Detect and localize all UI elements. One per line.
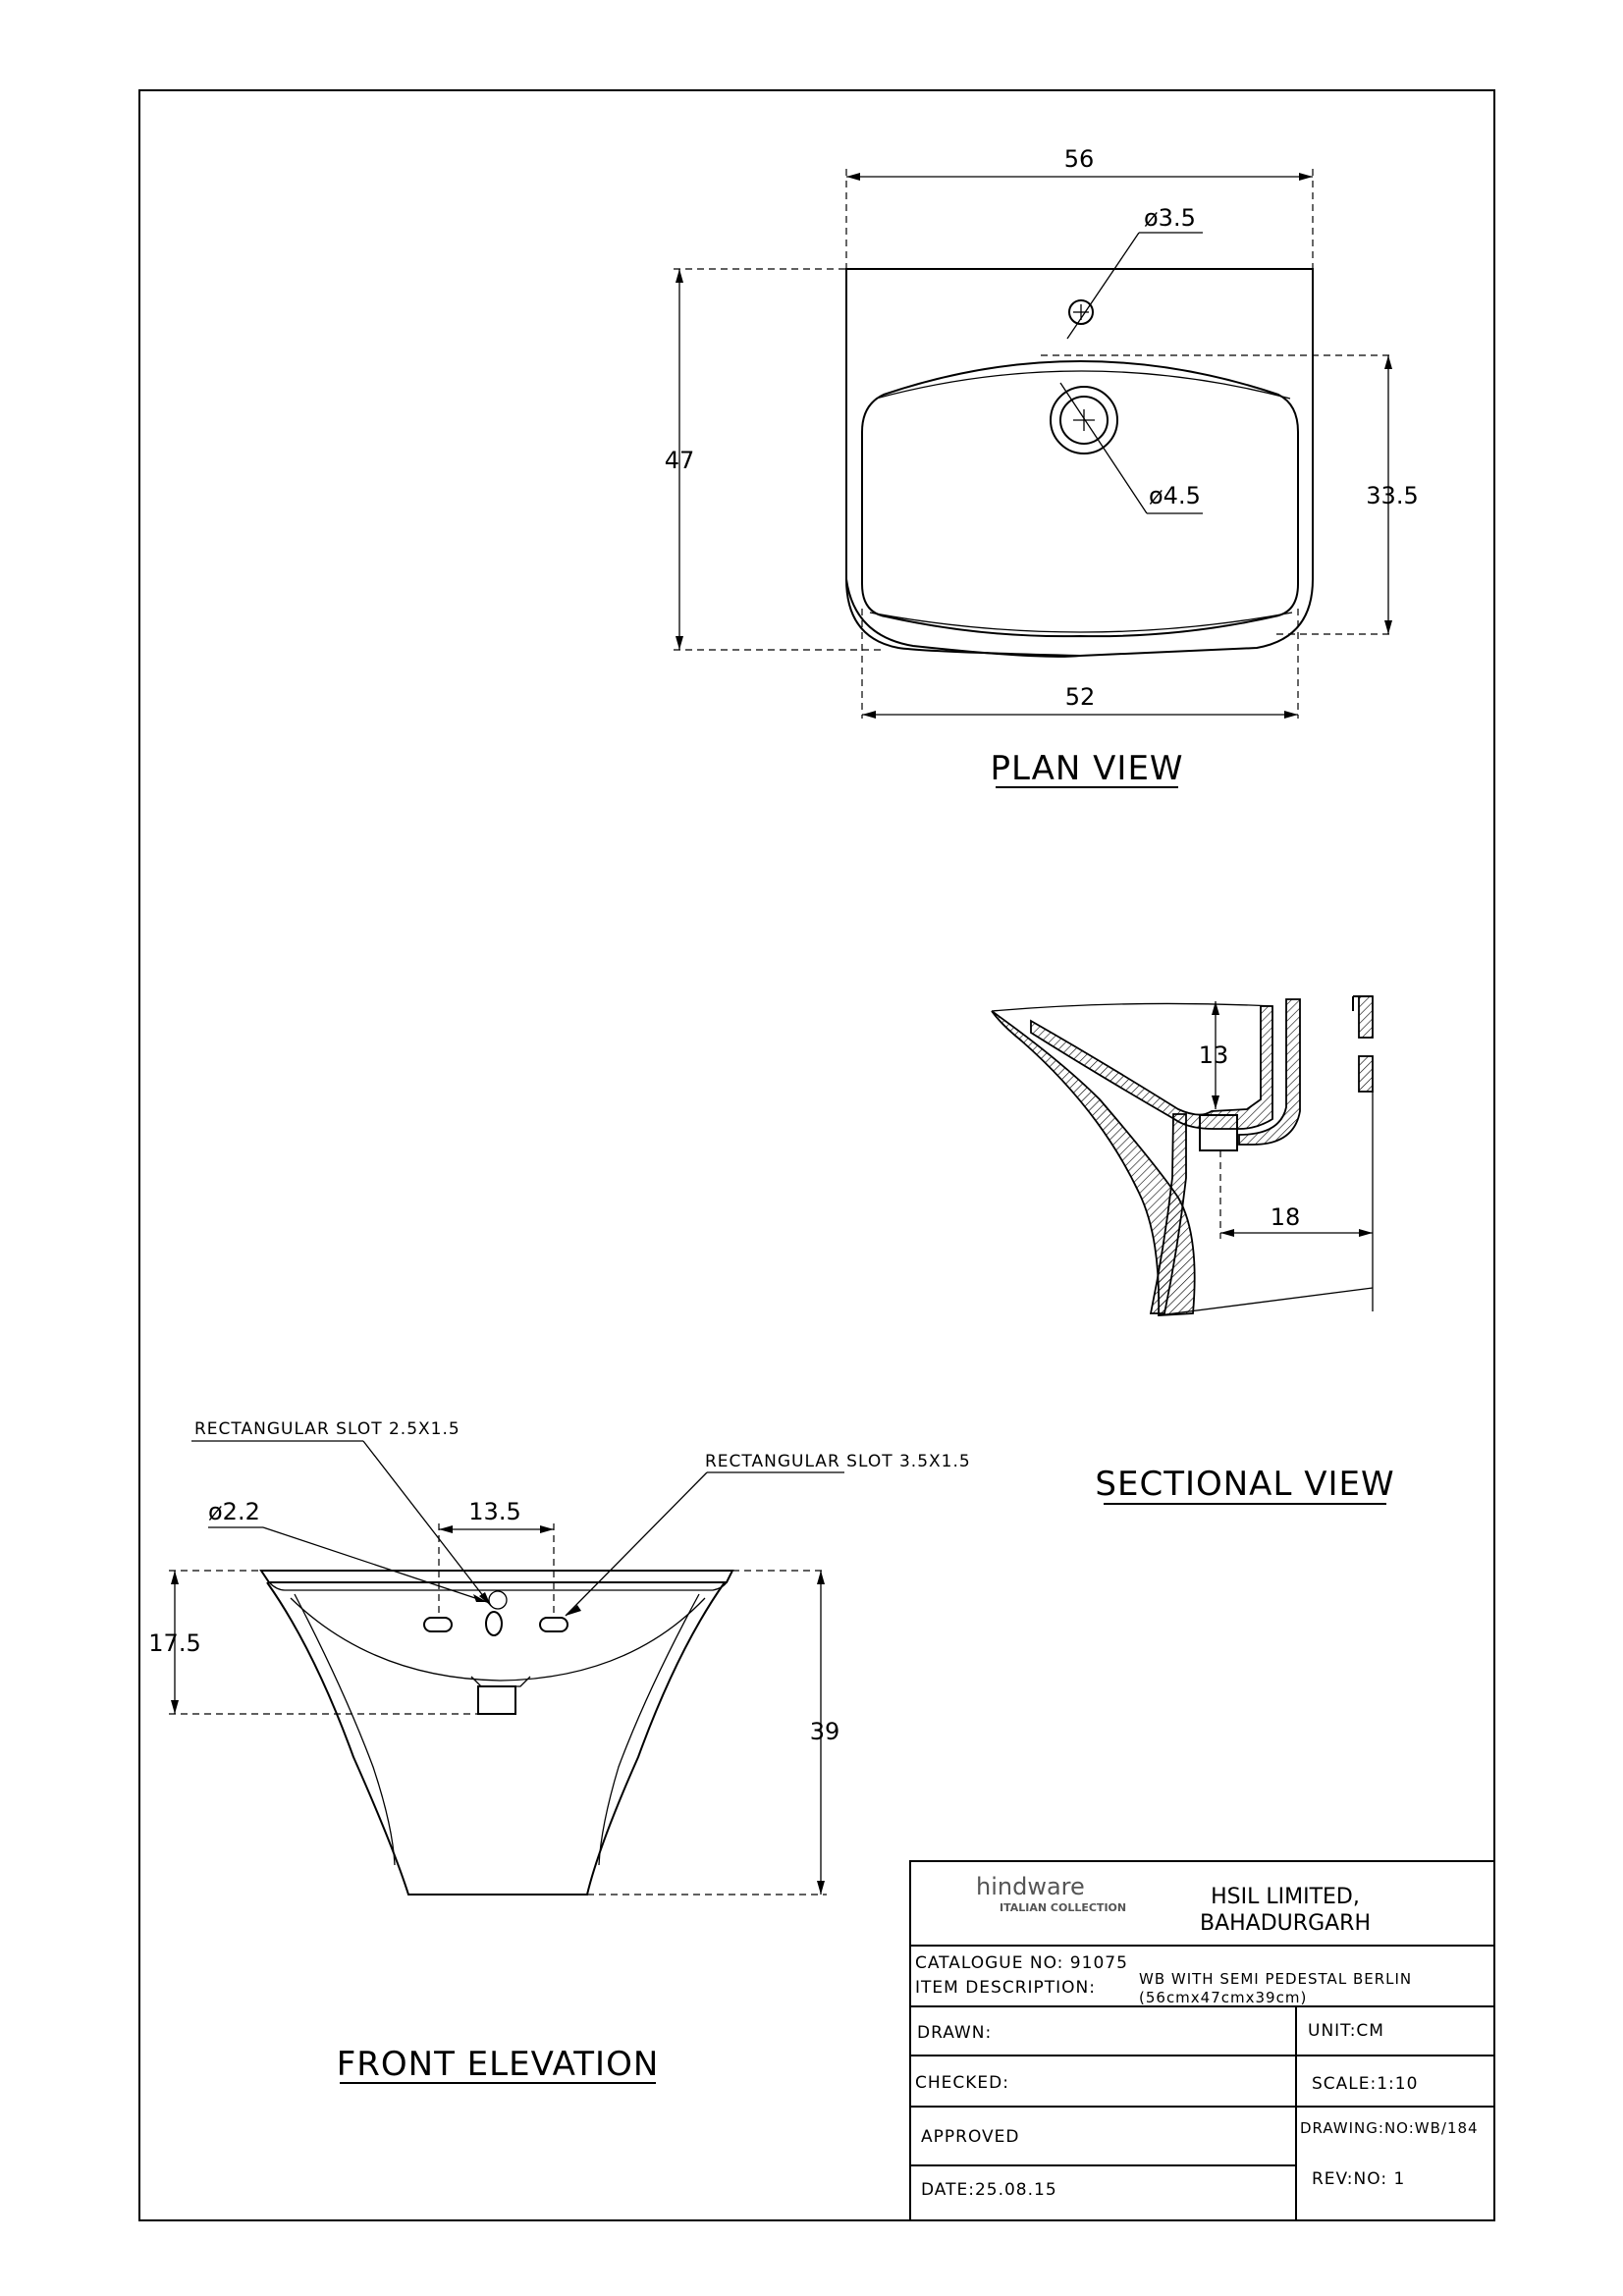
item-description-line1: WB WITH SEMI PEDESTAL BERLIN xyxy=(1139,1970,1413,1988)
dim-hole: ø2.2 xyxy=(208,1498,260,1525)
item-description-label: ITEM DESCRIPTION: xyxy=(915,1978,1097,1998)
front-bowl-curve xyxy=(291,1598,705,1681)
catalogue-number: CATALOGUE NO: 91075 xyxy=(915,1953,1128,1973)
dim-depth: 47 xyxy=(664,447,695,474)
dim-front-bowl-height: 17.5 xyxy=(148,1629,201,1657)
hole-center xyxy=(486,1612,502,1635)
logo-brand: hindware xyxy=(976,1873,1085,1900)
scale-field: SCALE:1:10 xyxy=(1312,2074,1419,2094)
drawn-field: DRAWN: xyxy=(917,2023,993,2043)
front-elevation xyxy=(148,1419,970,2084)
dim-waste-hole: ø4.5 xyxy=(1149,482,1201,509)
dim-front-total-height: 39 xyxy=(809,1718,840,1745)
logo-subtitle: ITALIAN COLLECTION xyxy=(1000,1901,1127,1914)
slot-right xyxy=(540,1618,568,1631)
date-field: DATE:25.08.15 xyxy=(921,2180,1057,2200)
revision-field: REV:NO: 1 xyxy=(1312,2169,1406,2189)
slot-left-label: RECTANGULAR SLOT 2.5X1.5 xyxy=(194,1419,460,1439)
company-line1: HSIL LIMITED, xyxy=(1211,1885,1360,1909)
dim-section-waste-offset: 18 xyxy=(1270,1203,1301,1231)
sectional-view-title: SECTIONAL VIEW xyxy=(1095,1465,1395,1504)
front-elevation-title: FRONT ELEVATION xyxy=(336,2045,660,2084)
dim-bowl-depth: 33.5 xyxy=(1366,482,1419,509)
sectional-view xyxy=(992,996,1395,1504)
front-pedestal xyxy=(267,1582,725,1895)
dim-section-bowl-height: 13 xyxy=(1198,1041,1229,1069)
dim-slot-spacing: 13.5 xyxy=(468,1498,521,1525)
front-rim xyxy=(261,1571,732,1582)
company-line2: BAHADURGARH xyxy=(1200,1911,1371,1936)
section-wall-upper xyxy=(1359,996,1373,1038)
plan-view xyxy=(665,145,1419,788)
checked-field: CHECKED: xyxy=(915,2073,1009,2093)
dim-width-bottom: 52 xyxy=(1064,683,1096,711)
drawing-number-field: DRAWING:NO:WB/184 xyxy=(1300,2119,1479,2137)
title-block xyxy=(910,1861,1494,2220)
dim-width-top: 56 xyxy=(1063,145,1095,173)
slot-right-label: RECTANGULAR SLOT 3.5X1.5 xyxy=(705,1452,971,1471)
plan-bowl-outline xyxy=(862,361,1298,636)
dim-tap-hole: ø3.5 xyxy=(1144,204,1196,232)
unit-field: UNIT:CM xyxy=(1308,2021,1384,2041)
item-description-line2: (56cmx47cmx39cm) xyxy=(1139,1989,1308,2006)
plan-view-title: PLAN VIEW xyxy=(990,749,1184,788)
approved-field: APPROVED xyxy=(921,2127,1020,2147)
plan-basin-outline xyxy=(846,269,1313,656)
slot-left xyxy=(424,1618,452,1631)
